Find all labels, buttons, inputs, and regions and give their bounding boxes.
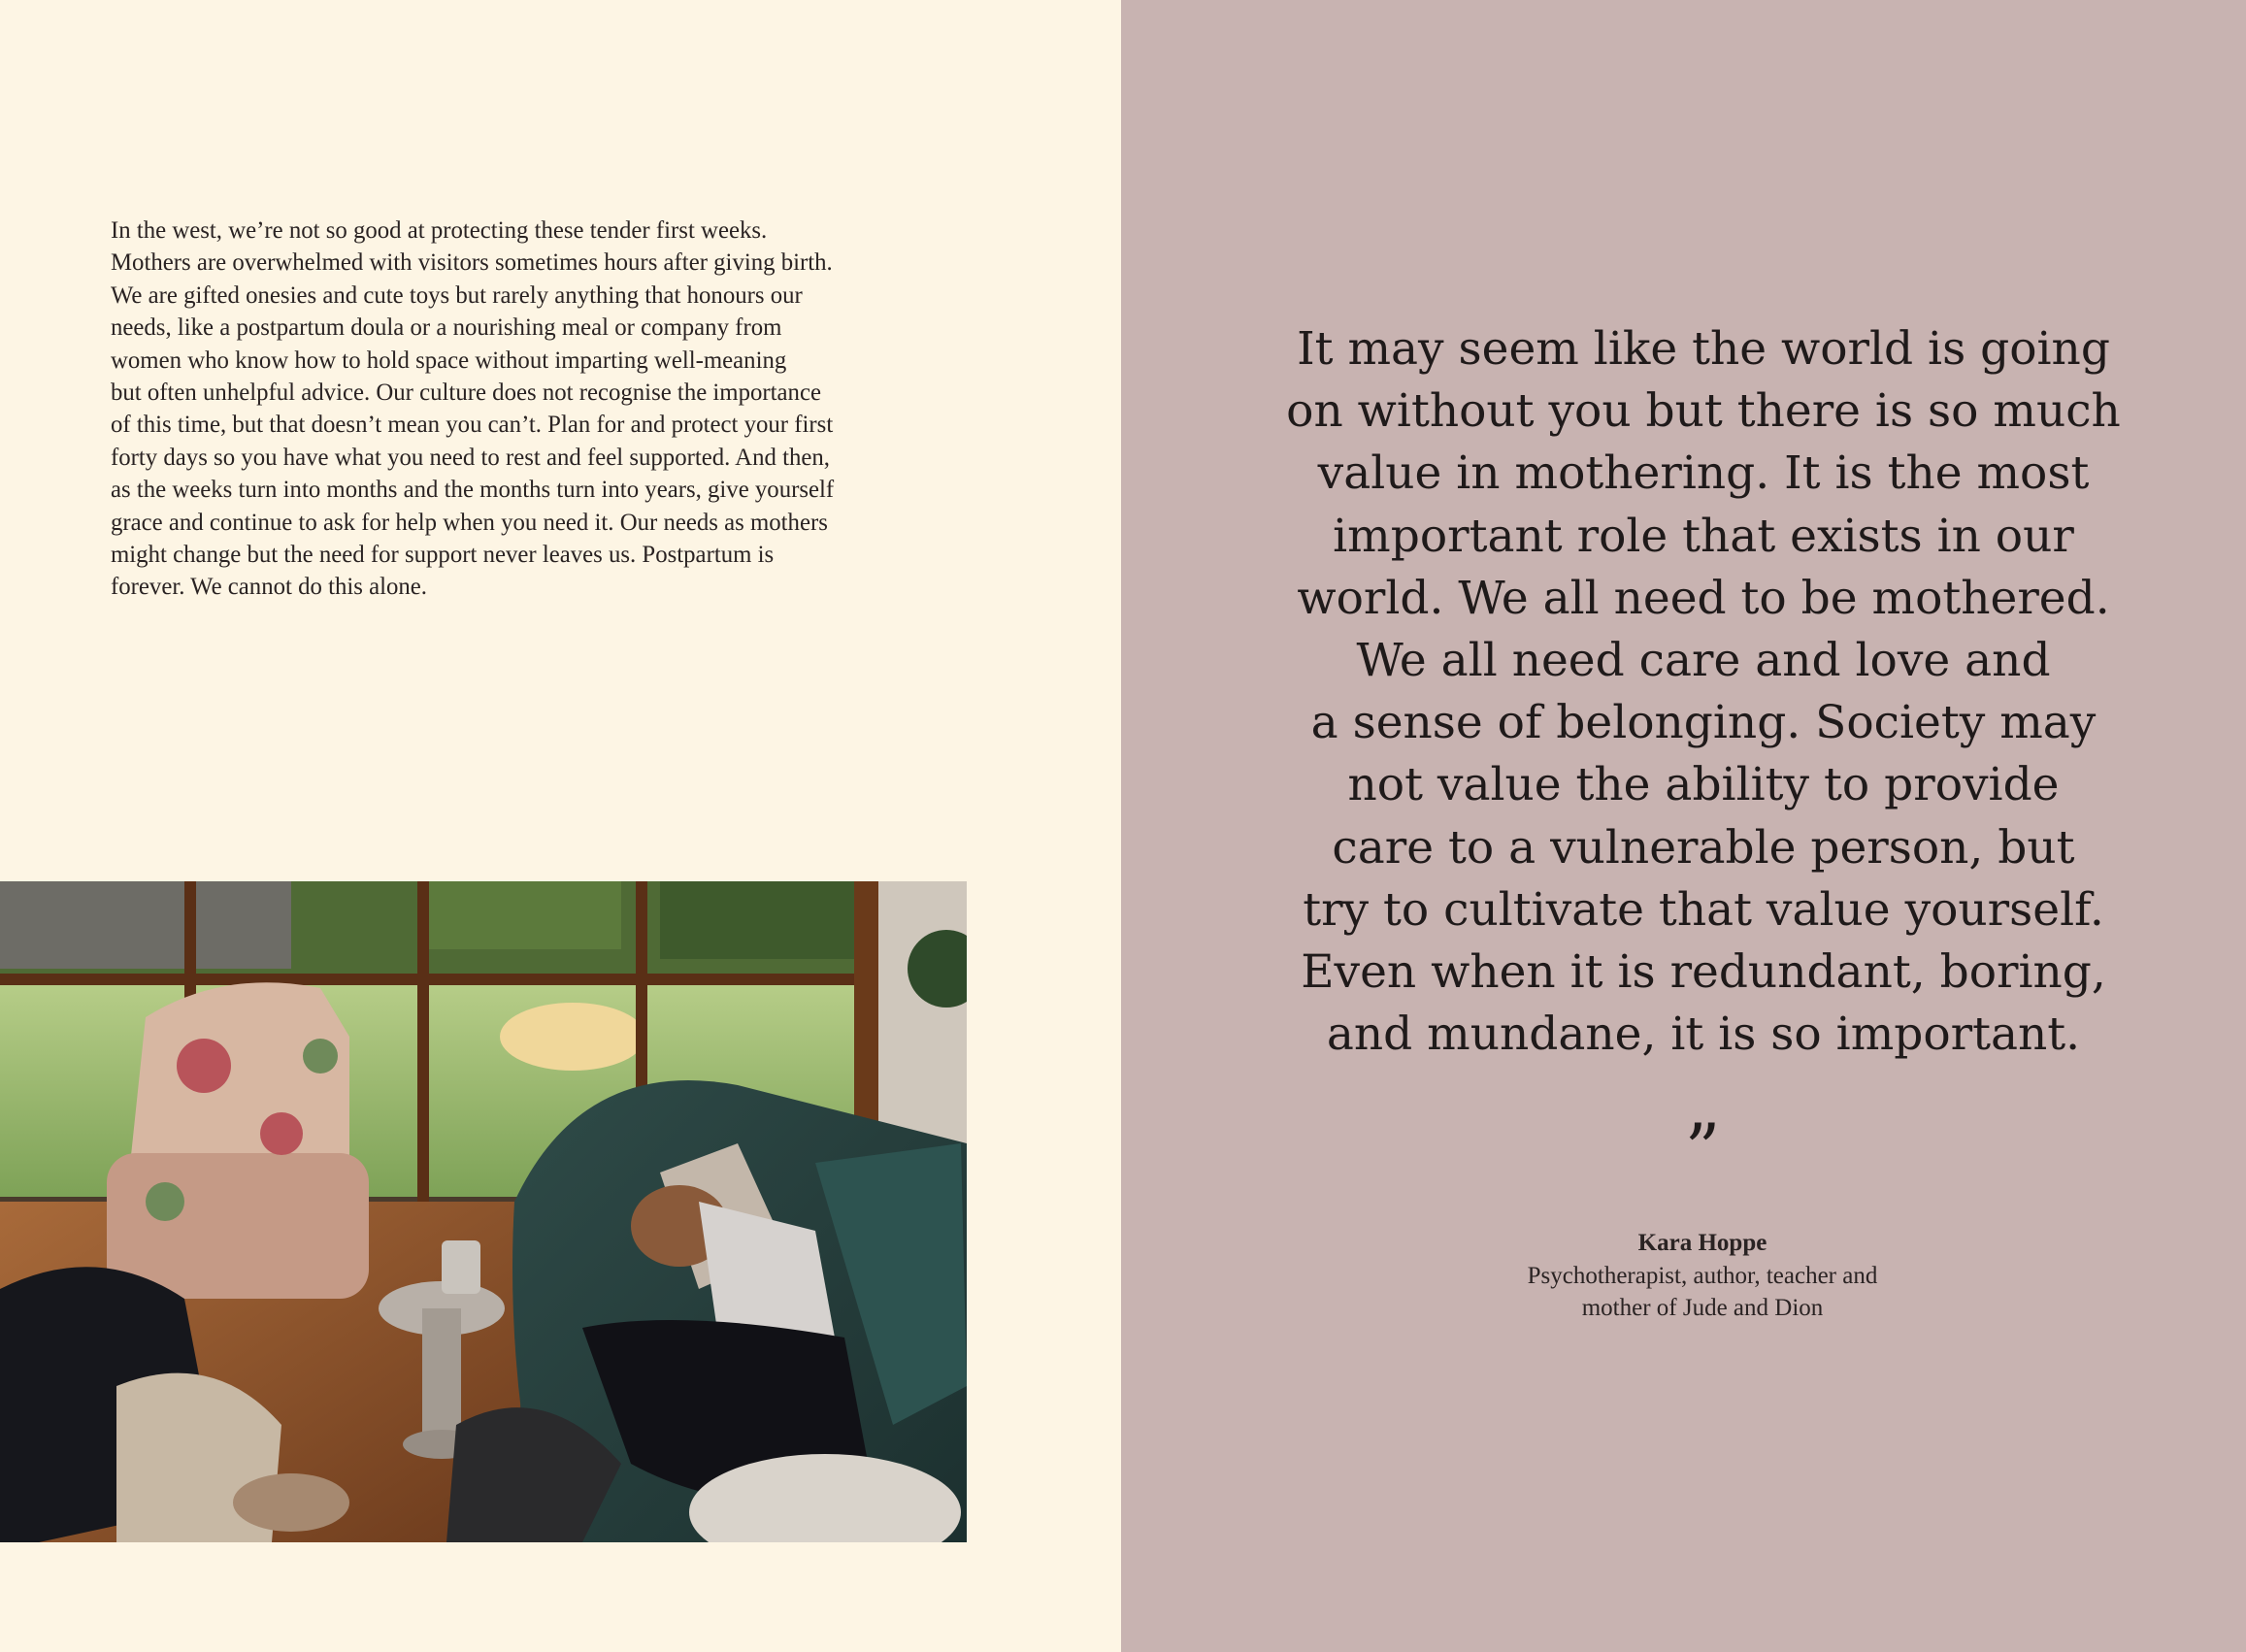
quote-line: Even when it is redundant, boring, <box>1301 945 2106 1000</box>
quote-line: important role that exists in our <box>1333 509 2074 563</box>
paragraph-line: forever. We cannot do this alone. <box>111 574 428 601</box>
paragraph-line: forty days so you have what you need to rest and feel supported. And then, <box>111 444 830 471</box>
pull-quote <box>1204 318 2203 1066</box>
quote-line: care to a vulnerable person, but <box>1332 820 2075 875</box>
quote-line: value in mothering. It is the most <box>1317 446 2090 501</box>
paragraph-line: as the weeks turn into months and the months turn into years, give yourself <box>111 477 835 504</box>
quote-line: world. We all need to be mothered. <box>1297 571 2110 625</box>
paragraph-line: women who know how to hold space without imparting well-meaning <box>111 347 787 374</box>
paragraph-line: Mothers are overwhelmed with visitors sometimes hours after giving birth. <box>111 249 833 277</box>
quote-line: try to cultivate that value yourself. <box>1303 882 2104 937</box>
author-role-line: Psychotherapist, author, teacher and <box>1527 1263 1878 1289</box>
paragraph-line: In the west, we’re not so good at protecting these tender first weeks. <box>111 217 768 244</box>
quote-line: and mundane, it is so important. <box>1326 1008 2081 1062</box>
author-name: Kara Hoppe <box>1637 1230 1767 1256</box>
paragraph-line: We are gifted onesies and cute toys but rarely anything that honours our <box>111 281 803 309</box>
closing-quote-mark: ” <box>1684 1108 1721 1190</box>
body-paragraph <box>111 215 965 604</box>
left-page <box>0 0 1121 1652</box>
quote-line: not value the ability to provide <box>1347 758 2060 812</box>
paragraph-line: might change but the need for support never leaves us. Postpartum is <box>111 542 775 569</box>
author-role-line: mother of Jude and Dion <box>1581 1295 1824 1321</box>
quote-line: We all need care and love and <box>1356 634 2051 688</box>
paragraph-line: but often unhelpful advice. Our culture does not recognise the importance <box>111 380 821 407</box>
living-room-photo <box>0 881 967 1542</box>
quote-line: It may seem like the world is going <box>1297 322 2110 376</box>
paragraph-line: of this time, but that doesn’t mean you can’t. Plan for and protect your first <box>111 412 834 439</box>
paragraph-line: needs, like a postpartum doula or a nourishing meal or company from <box>111 314 782 342</box>
quote-line: a sense of belonging. Society may <box>1310 696 2097 750</box>
quote-line: on without you but there is so much <box>1286 384 2121 439</box>
quote-attribution <box>1411 1227 1994 1324</box>
paragraph-line: grace and continue to ask for help when you need it. Our needs as mothers <box>111 509 828 536</box>
